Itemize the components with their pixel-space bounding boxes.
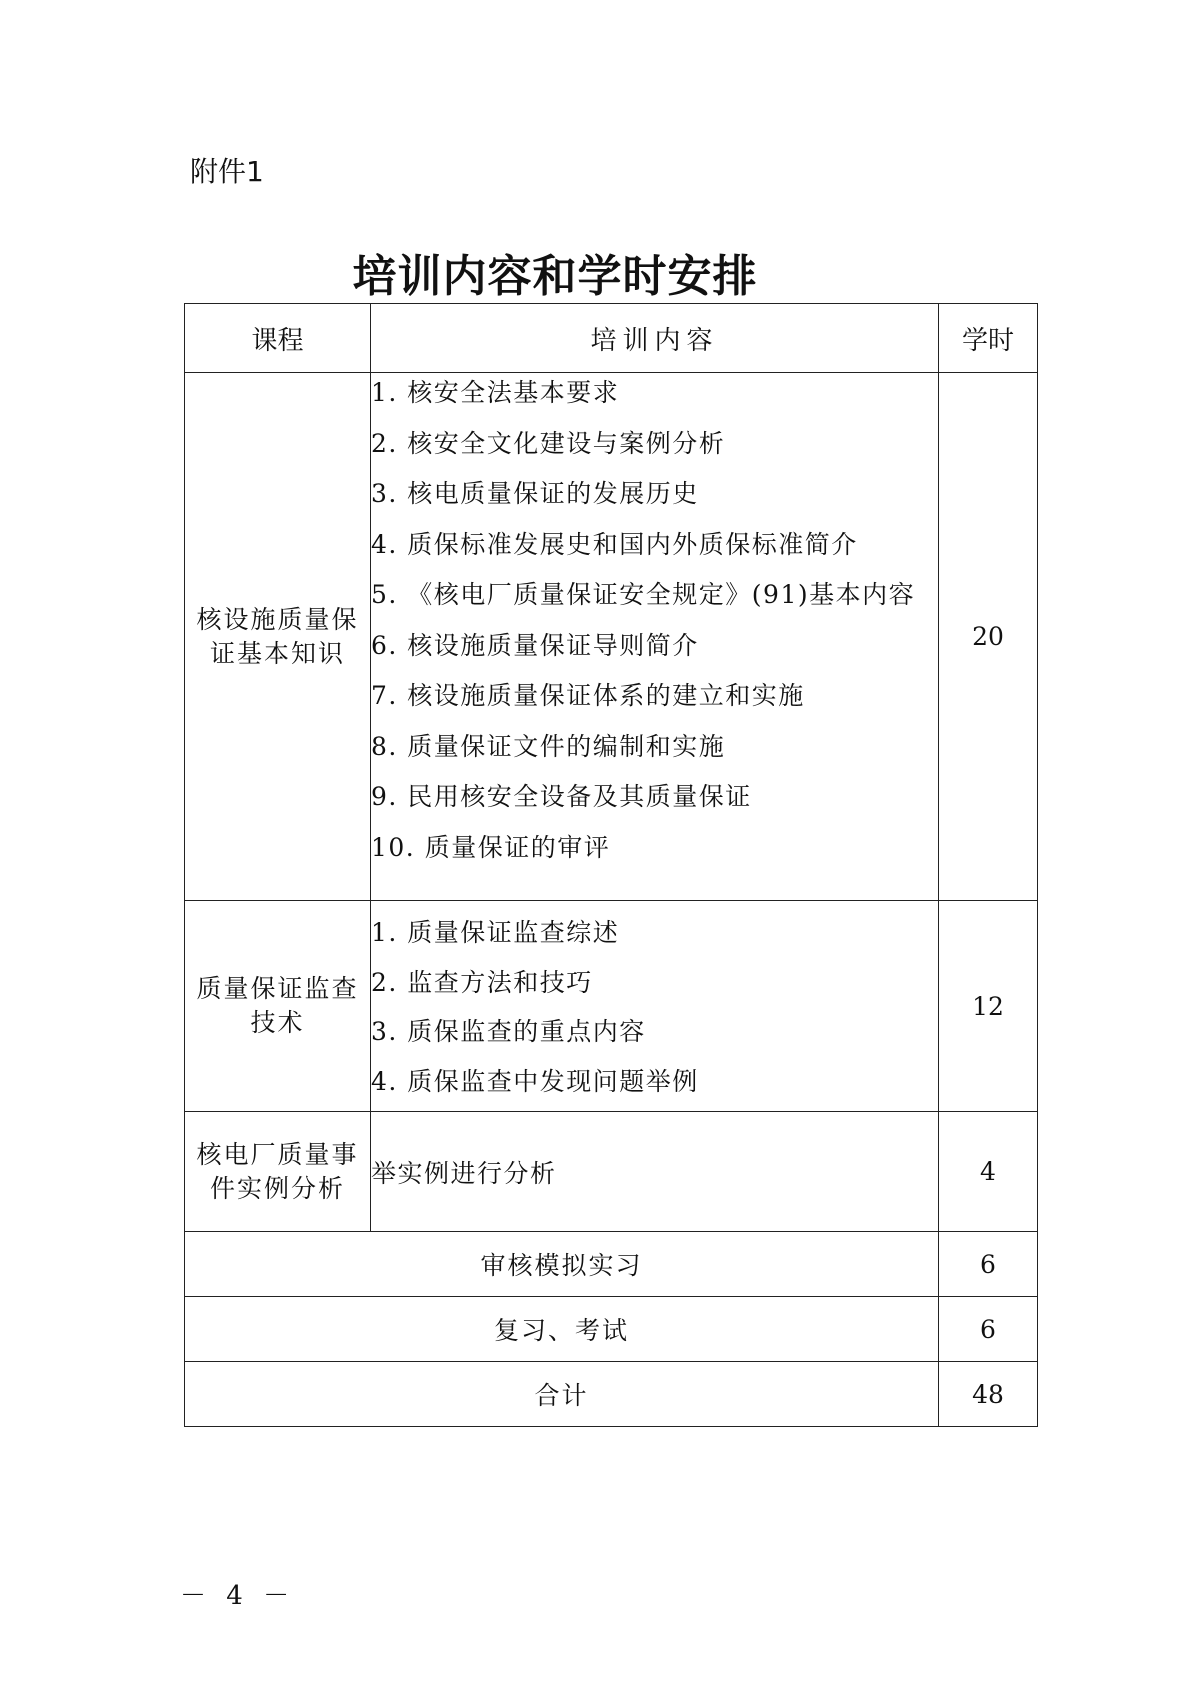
table-row — [185, 373, 1038, 901]
document-title: 培训内容和学时安排 — [352, 251, 758, 302]
list-item: 4. 质保标准发展史和国内外质保标准简介 — [371, 529, 858, 559]
hours-cell: 12 — [939, 901, 1038, 1112]
content-cell — [371, 373, 939, 901]
header-hours: 学时 — [939, 304, 1038, 373]
hours-cell: 6 — [939, 1297, 1038, 1362]
table-row — [185, 1112, 1038, 1232]
list-item: 10. 质量保证的审评 — [371, 832, 611, 862]
attachment-label: 附件1 — [190, 155, 264, 188]
list-item: 3. 核电质量保证的发展历史 — [371, 479, 699, 508]
list-item: 7. 核设施质量保证体系的建立和实施 — [371, 681, 805, 710]
course-cell: 质量保证监查技术 — [185, 901, 371, 1112]
table-row — [185, 901, 1038, 1112]
total-label-cell: 合计 — [185, 1362, 939, 1427]
list-item: 1. 核安全法基本要求 — [371, 378, 620, 407]
list-item: 2. 监查方法和技巧 — [371, 967, 593, 997]
hours-cell: 6 — [939, 1232, 1038, 1297]
total-hours-cell: 48 — [939, 1362, 1038, 1427]
hours-cell: 4 — [939, 1112, 1038, 1232]
content-cell: 举实例进行分析 — [371, 1112, 939, 1232]
list-item: 1. 质量保证监查综述 — [371, 918, 620, 947]
table-row — [185, 1297, 1038, 1362]
list-item: 8. 质量保证文件的编制和实施 — [371, 731, 726, 761]
course-cell: 核设施质量保证基本知识 — [185, 373, 371, 901]
table-row — [185, 1232, 1038, 1297]
table-header-row — [185, 304, 1038, 373]
list-item: 5. 《核电厂质量保证安全规定》(91)基本内容 — [371, 580, 916, 609]
list-item: 9. 民用核安全设备及其质量保证 — [371, 782, 752, 811]
list-item: 3. 质保监查的重点内容 — [371, 1017, 646, 1046]
list-item: 6. 核设施质量保证导则简介 — [371, 630, 699, 660]
merged-course-cell: 复习、考试 — [185, 1297, 939, 1362]
hours-cell: 20 — [939, 373, 1038, 901]
header-course: 课程 — [185, 304, 371, 373]
list-item: 4. 质保监查中发现问题举例 — [371, 1066, 699, 1096]
merged-course-cell: 审核模拟实习 — [185, 1232, 939, 1297]
table-row — [185, 1362, 1038, 1427]
schedule-table — [184, 303, 1038, 1427]
page-number: － 4 － — [180, 1581, 296, 1611]
header-content: 培训内容 — [371, 304, 939, 373]
content-cell — [371, 901, 939, 1112]
list-item: 2. 核安全文化建设与案例分析 — [371, 428, 726, 458]
course-cell: 核电厂质量事件实例分析 — [185, 1112, 371, 1232]
